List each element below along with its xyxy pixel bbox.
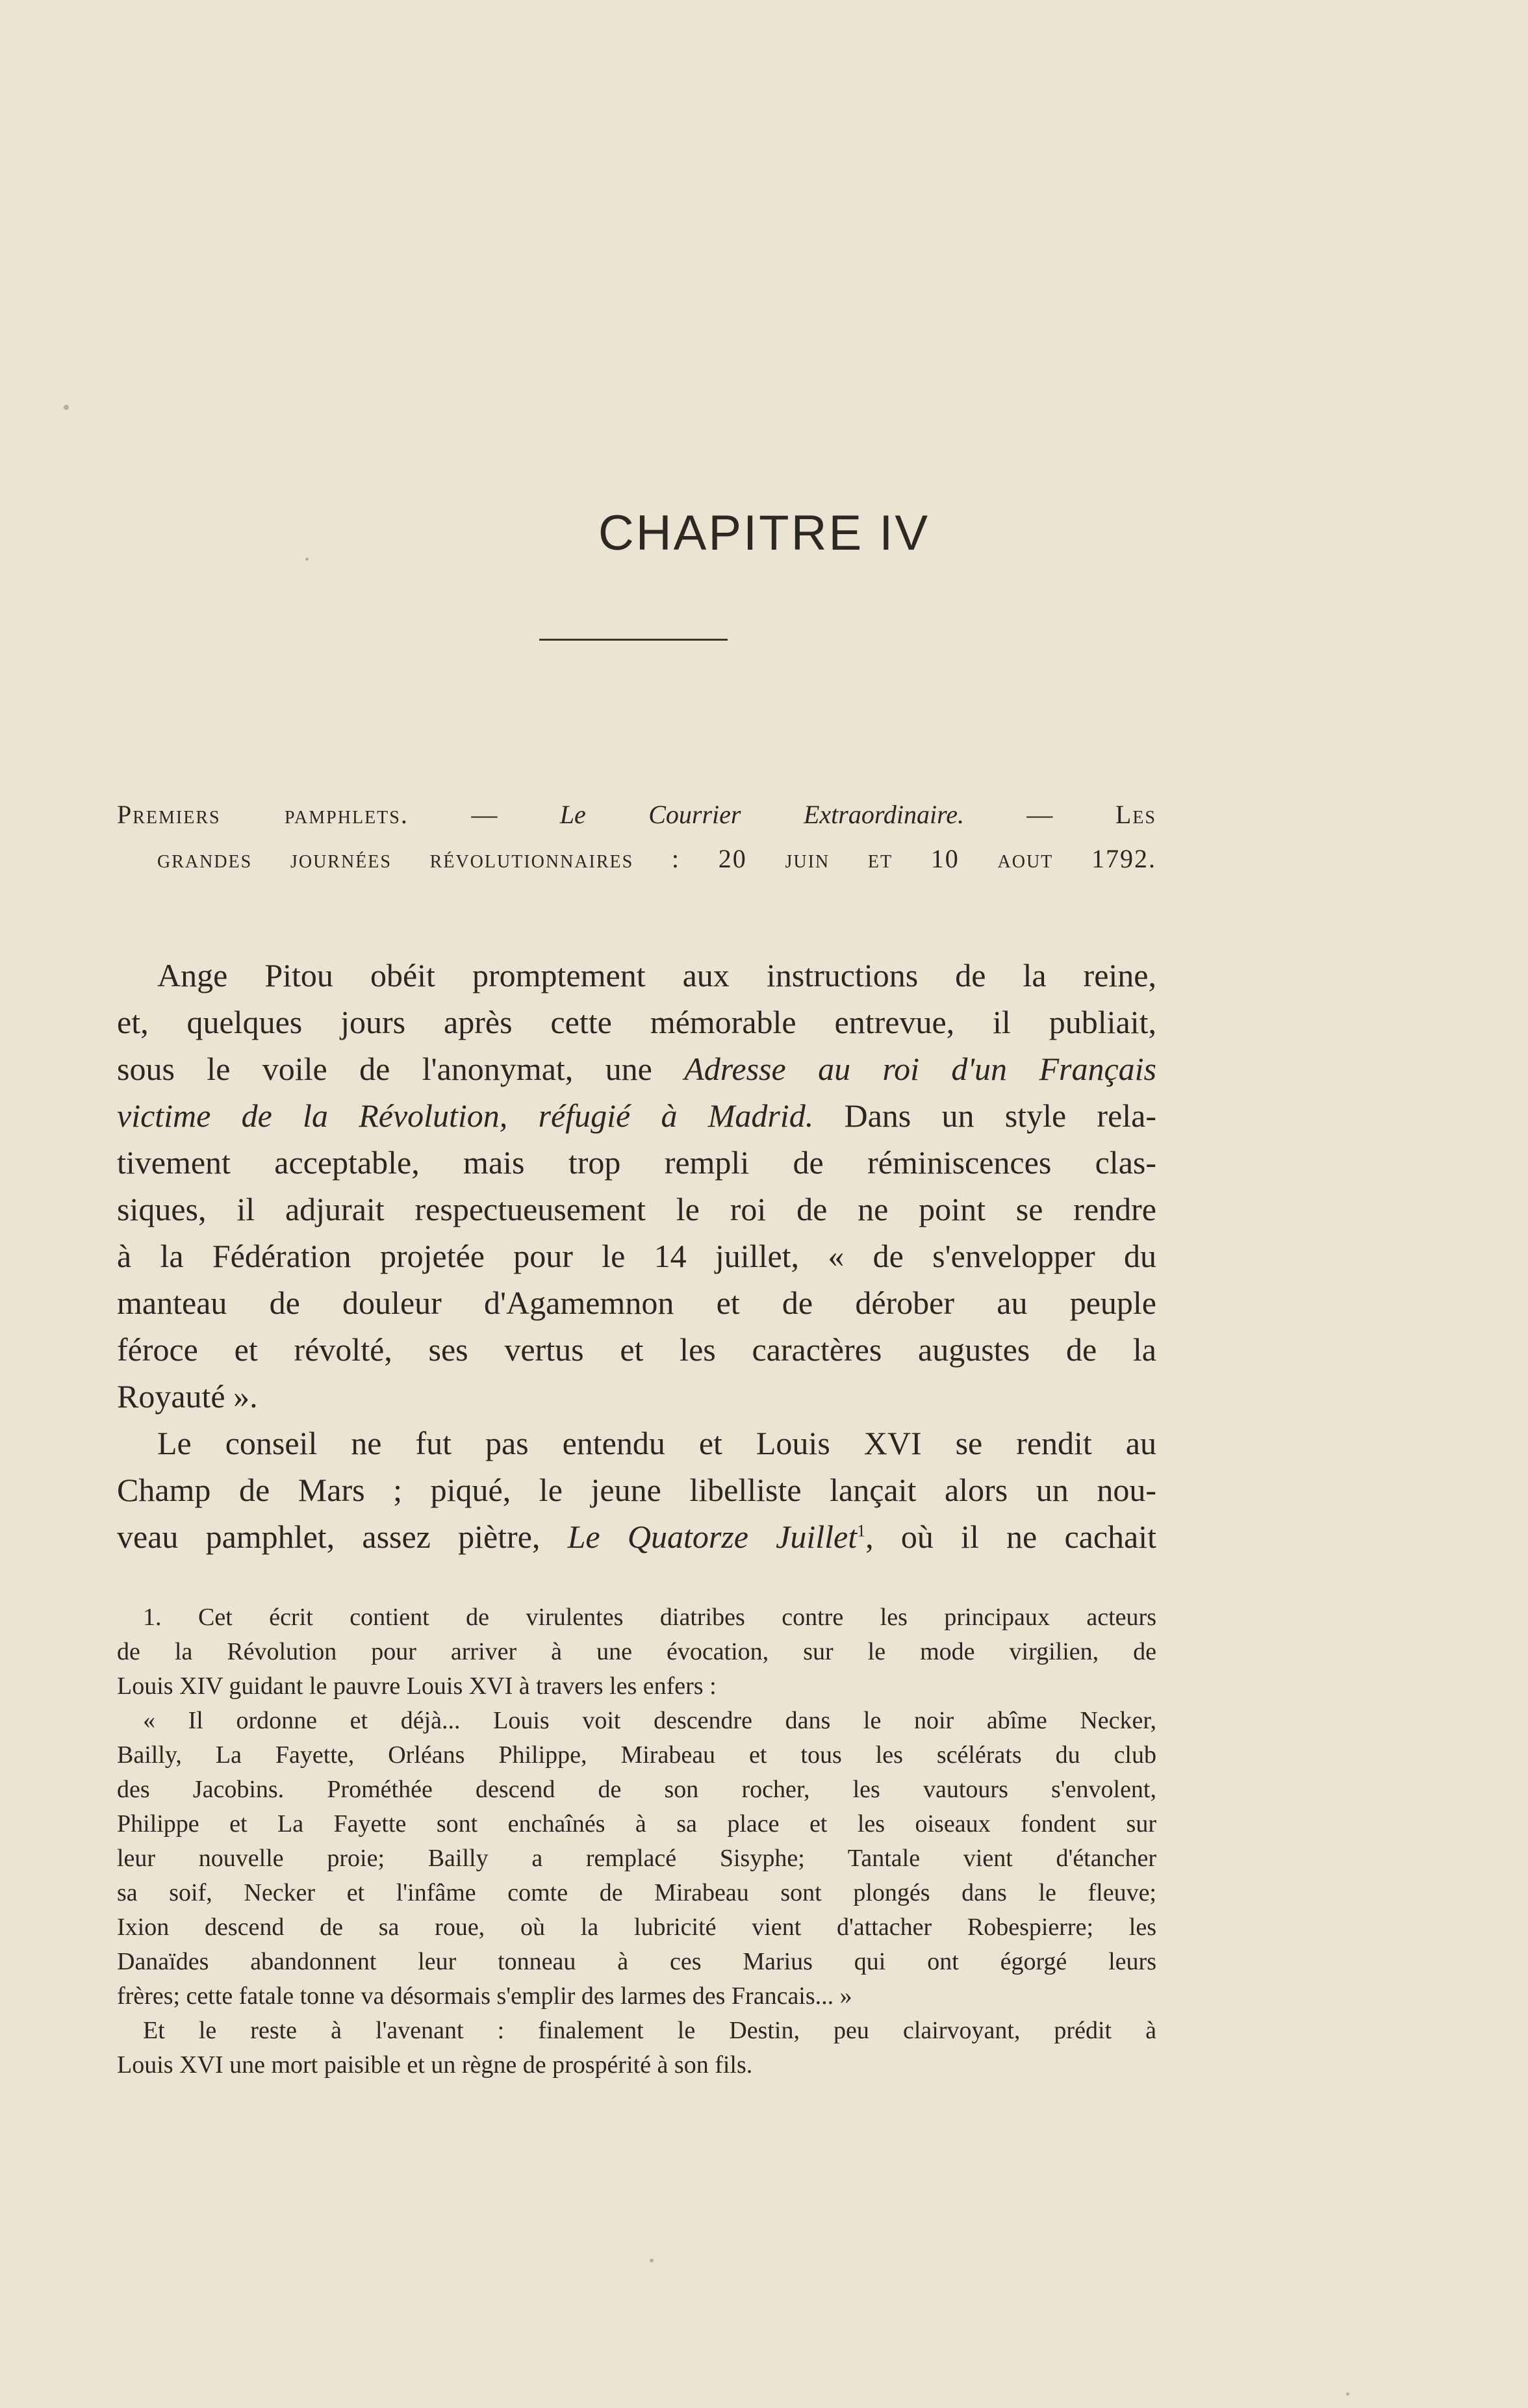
text-line: féroce et révolté, ses vertus et les caractères augustes de la [117, 1331, 1156, 1368]
text-line: Royauté ». [117, 1378, 258, 1415]
chapter-title: CHAPITRE IV [598, 505, 930, 561]
text-line: et, quelques jours après cette mémorable entrevue, il publiait, [117, 1004, 1156, 1040]
italic-title: Adresse au roi d'un Français [684, 1051, 1156, 1087]
footnote-line: « Il ordonne et déjà... Louis voit descendre dans le noir abîme Necker, [143, 1707, 1156, 1734]
text-run: sous le voile de l'anonymat, une [117, 1051, 685, 1087]
summary-line-2: grandes journées révolutionnaires : 20 juin et 10 aout 1792. [157, 844, 1156, 873]
text-line: manteau de douleur d'Agamemnon et de dérober au peuple [117, 1285, 1156, 1321]
footnote-line: Bailly, La Fayette, Orléans Philippe, Mirabeau et tous les scélérats du club [117, 1741, 1156, 1769]
footnote-line: frères; cette fatale tonne va désormais s'emplir des larmes des Francais... » [117, 1982, 852, 2010]
footnotes [117, 1600, 1156, 2082]
italic-title: Le Quatorze Juillet [567, 1518, 858, 1555]
footnote-marker: 1 [857, 1521, 866, 1541]
footnote-line: 1. Cet écrit contient de virulentes diatribes contre les principaux acteurs [143, 1604, 1156, 1631]
footnote-line: Louis XIV guidant le pauvre Louis XVI à travers les enfers : [117, 1672, 717, 1700]
footnote-line: Danaïdes abandonnent leur tonneau à ces Marius qui ont égorgé leurs [117, 1948, 1156, 1975]
footnote-line: de la Révolution pour arriver à une évocation, sur le mode virgilien, de [117, 1638, 1156, 1665]
text-line [117, 1092, 1156, 1139]
summary-dash: — [408, 800, 560, 829]
summary-periodical-title: Le Courrier Extraordinaire. [559, 800, 964, 829]
summary-les: Les [1115, 800, 1156, 829]
paragraph-1 [117, 952, 1156, 1420]
paper-speck [650, 2259, 654, 2262]
chapter-summary [117, 793, 1156, 881]
italic-title: victime de la Révolution, réfugié à Madrid. [117, 1097, 814, 1134]
text-line: Champ de Mars ; piqué, le jeune libelliste lançait alors un nou- [117, 1472, 1156, 1508]
paper-speck [305, 557, 309, 561]
text-line: Le conseil ne fut pas entendu et Louis XVI se rendit au [157, 1425, 1156, 1461]
paper-speck [64, 405, 69, 410]
text-line [117, 1513, 1156, 1560]
paper-speck [1346, 2392, 1349, 2396]
text-line [117, 1045, 1156, 1092]
text-run: , où il ne cachait [865, 1518, 1157, 1555]
text-line: tivement acceptable, mais trop rempli de réminiscences clas- [117, 1144, 1156, 1181]
text-line: Ange Pitou obéit promptement aux instructions de la reine, [157, 957, 1156, 993]
summary-dash: — [963, 800, 1115, 829]
footnote-line: Et le reste à l'avenant : finalement le Destin, peu clairvoyant, prédit à [143, 2017, 1156, 2044]
footnote-line: Ixion descend de sa roue, où la lubricité vient d'attacher Robespierre; les [117, 1914, 1156, 1941]
footnote-line: des Jacobins. Prométhée descend de son rocher, les vautours s'envolent, [117, 1776, 1156, 1803]
paragraph-2 [117, 1420, 1156, 1560]
text-line: siques, il adjurait respectueusement le roi de ne point se rendre [117, 1191, 1156, 1227]
summary-line-1 [117, 793, 1156, 837]
title-rule [539, 639, 728, 641]
body-text [117, 952, 1156, 1560]
text-run: veau pamphlet, assez piètre, [117, 1518, 568, 1555]
footnote-line: Louis XVI une mort paisible et un règne de prospérité à son fils. [117, 2051, 753, 2079]
footnote-line: sa soif, Necker et l'infâme comte de Mirabeau sont plongés dans le fleuve; [117, 1879, 1156, 1906]
footnote-line: leur nouvelle proie; Bailly a remplacé Sisyphe; Tantale vient d'étancher [117, 1845, 1156, 1872]
text-run: Dans un style rela- [813, 1097, 1156, 1134]
footnote-line: Philippe et La Fayette sont enchaînés à sa place et les oiseaux fondent sur [117, 1810, 1156, 1838]
summary-first-topic: Premiers pamphlets. [117, 800, 409, 829]
text-line: à la Fédération projetée pour le 14 juillet, « de s'envelopper du [117, 1238, 1156, 1274]
